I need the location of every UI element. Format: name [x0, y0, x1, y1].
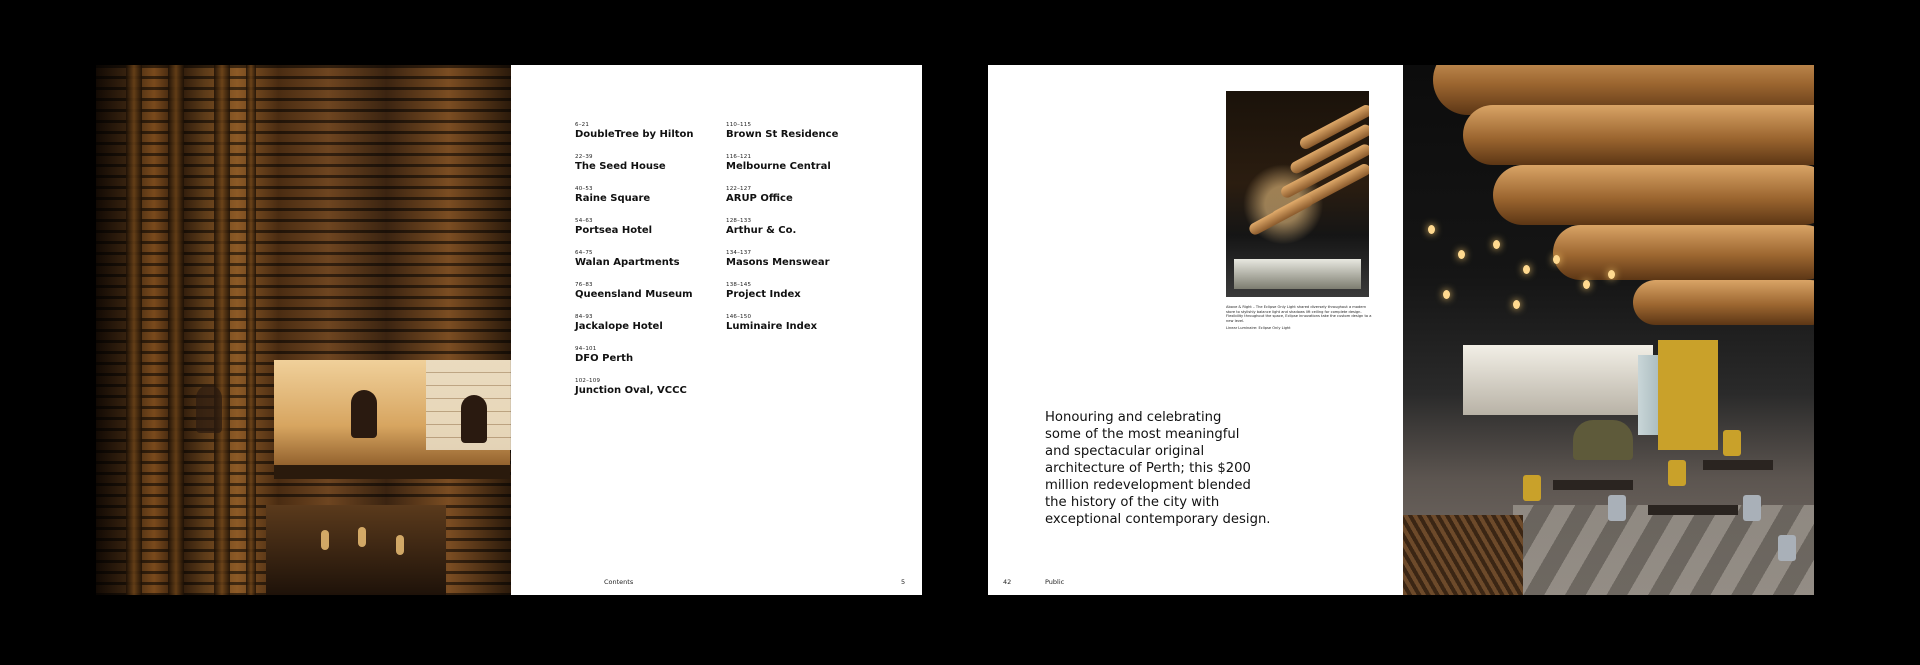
quote-line: Honouring and celebrating: [1045, 410, 1222, 425]
toc-title: Queensland Museum: [575, 289, 693, 300]
toc-entry[interactable]: [575, 313, 694, 345]
quote-line: million redevelopment blended: [1045, 478, 1251, 493]
toc-page-range: 22–39: [575, 154, 593, 160]
toc-entry[interactable]: [726, 249, 838, 281]
right-spread: [988, 65, 1814, 595]
toc-page-range: 110–115: [726, 122, 752, 128]
toc-title: Junction Oval, VCCC: [575, 385, 687, 396]
toc-entry[interactable]: [575, 377, 694, 409]
ceiling-detail-photo: [1226, 91, 1369, 297]
toc-title: Walan Apartments: [575, 257, 680, 268]
left-spread: [96, 65, 922, 595]
toc-title: Luminaire Index: [726, 321, 818, 332]
toc-column-right: [726, 121, 838, 345]
toc-title: Melbourne Central: [726, 161, 831, 172]
caption-text: Above & Right – The Eclipse Only Light shared diversely throughout a modern store to stylishly balance light and shadows lift ceiling for complete design. Flexibility throughout the space, Eclipse innovations take the custom design to a new level.: [1226, 305, 1372, 323]
caption-credit: Linear Luminaire: Eclipse Only Light: [1226, 326, 1291, 330]
toc-page-range: 128–133: [726, 218, 752, 224]
toc-entry[interactable]: [726, 217, 838, 249]
section-label: Contents: [604, 578, 634, 586]
toc-title: Portsea Hotel: [575, 225, 653, 236]
toc-entry[interactable]: [575, 217, 694, 249]
toc-entry[interactable]: [575, 249, 694, 281]
toc-entry[interactable]: [575, 185, 694, 217]
quote-line: and spectacular original: [1045, 444, 1205, 459]
toc-column-left: [575, 121, 694, 409]
toc-entry[interactable]: [575, 153, 694, 185]
section-label: Public: [1045, 578, 1065, 586]
photo-caption: [1226, 305, 1372, 331]
toc-page-range: 102–109: [575, 378, 601, 384]
toc-title: Arthur & Co.: [726, 225, 797, 236]
toc-title: Project Index: [726, 289, 801, 300]
toc-page-range: 54–63: [575, 218, 593, 224]
toc-page-range: 84–93: [575, 314, 593, 320]
page-number: 5: [901, 578, 906, 586]
toc-page-range: 122–127: [726, 186, 752, 192]
toc-entry[interactable]: [575, 345, 694, 377]
toc-page-range: 134–137: [726, 250, 752, 256]
toc-page-range: 64–75: [575, 250, 593, 256]
toc-title: DoubleTree by Hilton: [575, 129, 694, 140]
quote-line: architecture of Perth; this $200: [1045, 461, 1251, 476]
toc-title: ARUP Office: [726, 193, 793, 204]
toc-title: Masons Menswear: [726, 257, 830, 268]
toc-title: Jackalope Hotel: [575, 321, 663, 332]
quote-line: the history of the city with: [1045, 495, 1220, 510]
quote-line: exceptional contemporary design.: [1045, 512, 1271, 527]
contents-page: [96, 65, 922, 595]
toc-page-range: 6–21: [575, 122, 590, 128]
pull-quote: [1045, 409, 1305, 528]
toc-entry[interactable]: [726, 121, 838, 153]
page-number: 42: [1003, 578, 1012, 586]
toc-title: DFO Perth: [575, 353, 634, 364]
toc-page-range: 146–150: [726, 314, 752, 320]
toc-page-range: 94–101: [575, 346, 597, 352]
toc-title: Raine Square: [575, 193, 651, 204]
toc-entry[interactable]: [726, 185, 838, 217]
toc-entry[interactable]: [726, 313, 838, 345]
toc-page-range: 138–145: [726, 282, 752, 288]
toc-entry[interactable]: [726, 281, 838, 313]
toc-entry[interactable]: [575, 121, 694, 153]
toc-page-range: 116–121: [726, 154, 752, 160]
toc-entry[interactable]: [575, 281, 694, 313]
food-court-photo: [1403, 65, 1814, 595]
toc-page-range: 40–53: [575, 186, 593, 192]
quote-line: some of the most meaningful: [1045, 427, 1240, 442]
toc-entry[interactable]: [726, 153, 838, 185]
toc-title: Brown St Residence: [726, 129, 839, 140]
toc-page-range: 76–83: [575, 282, 593, 288]
toc-title: The Seed House: [575, 161, 666, 172]
